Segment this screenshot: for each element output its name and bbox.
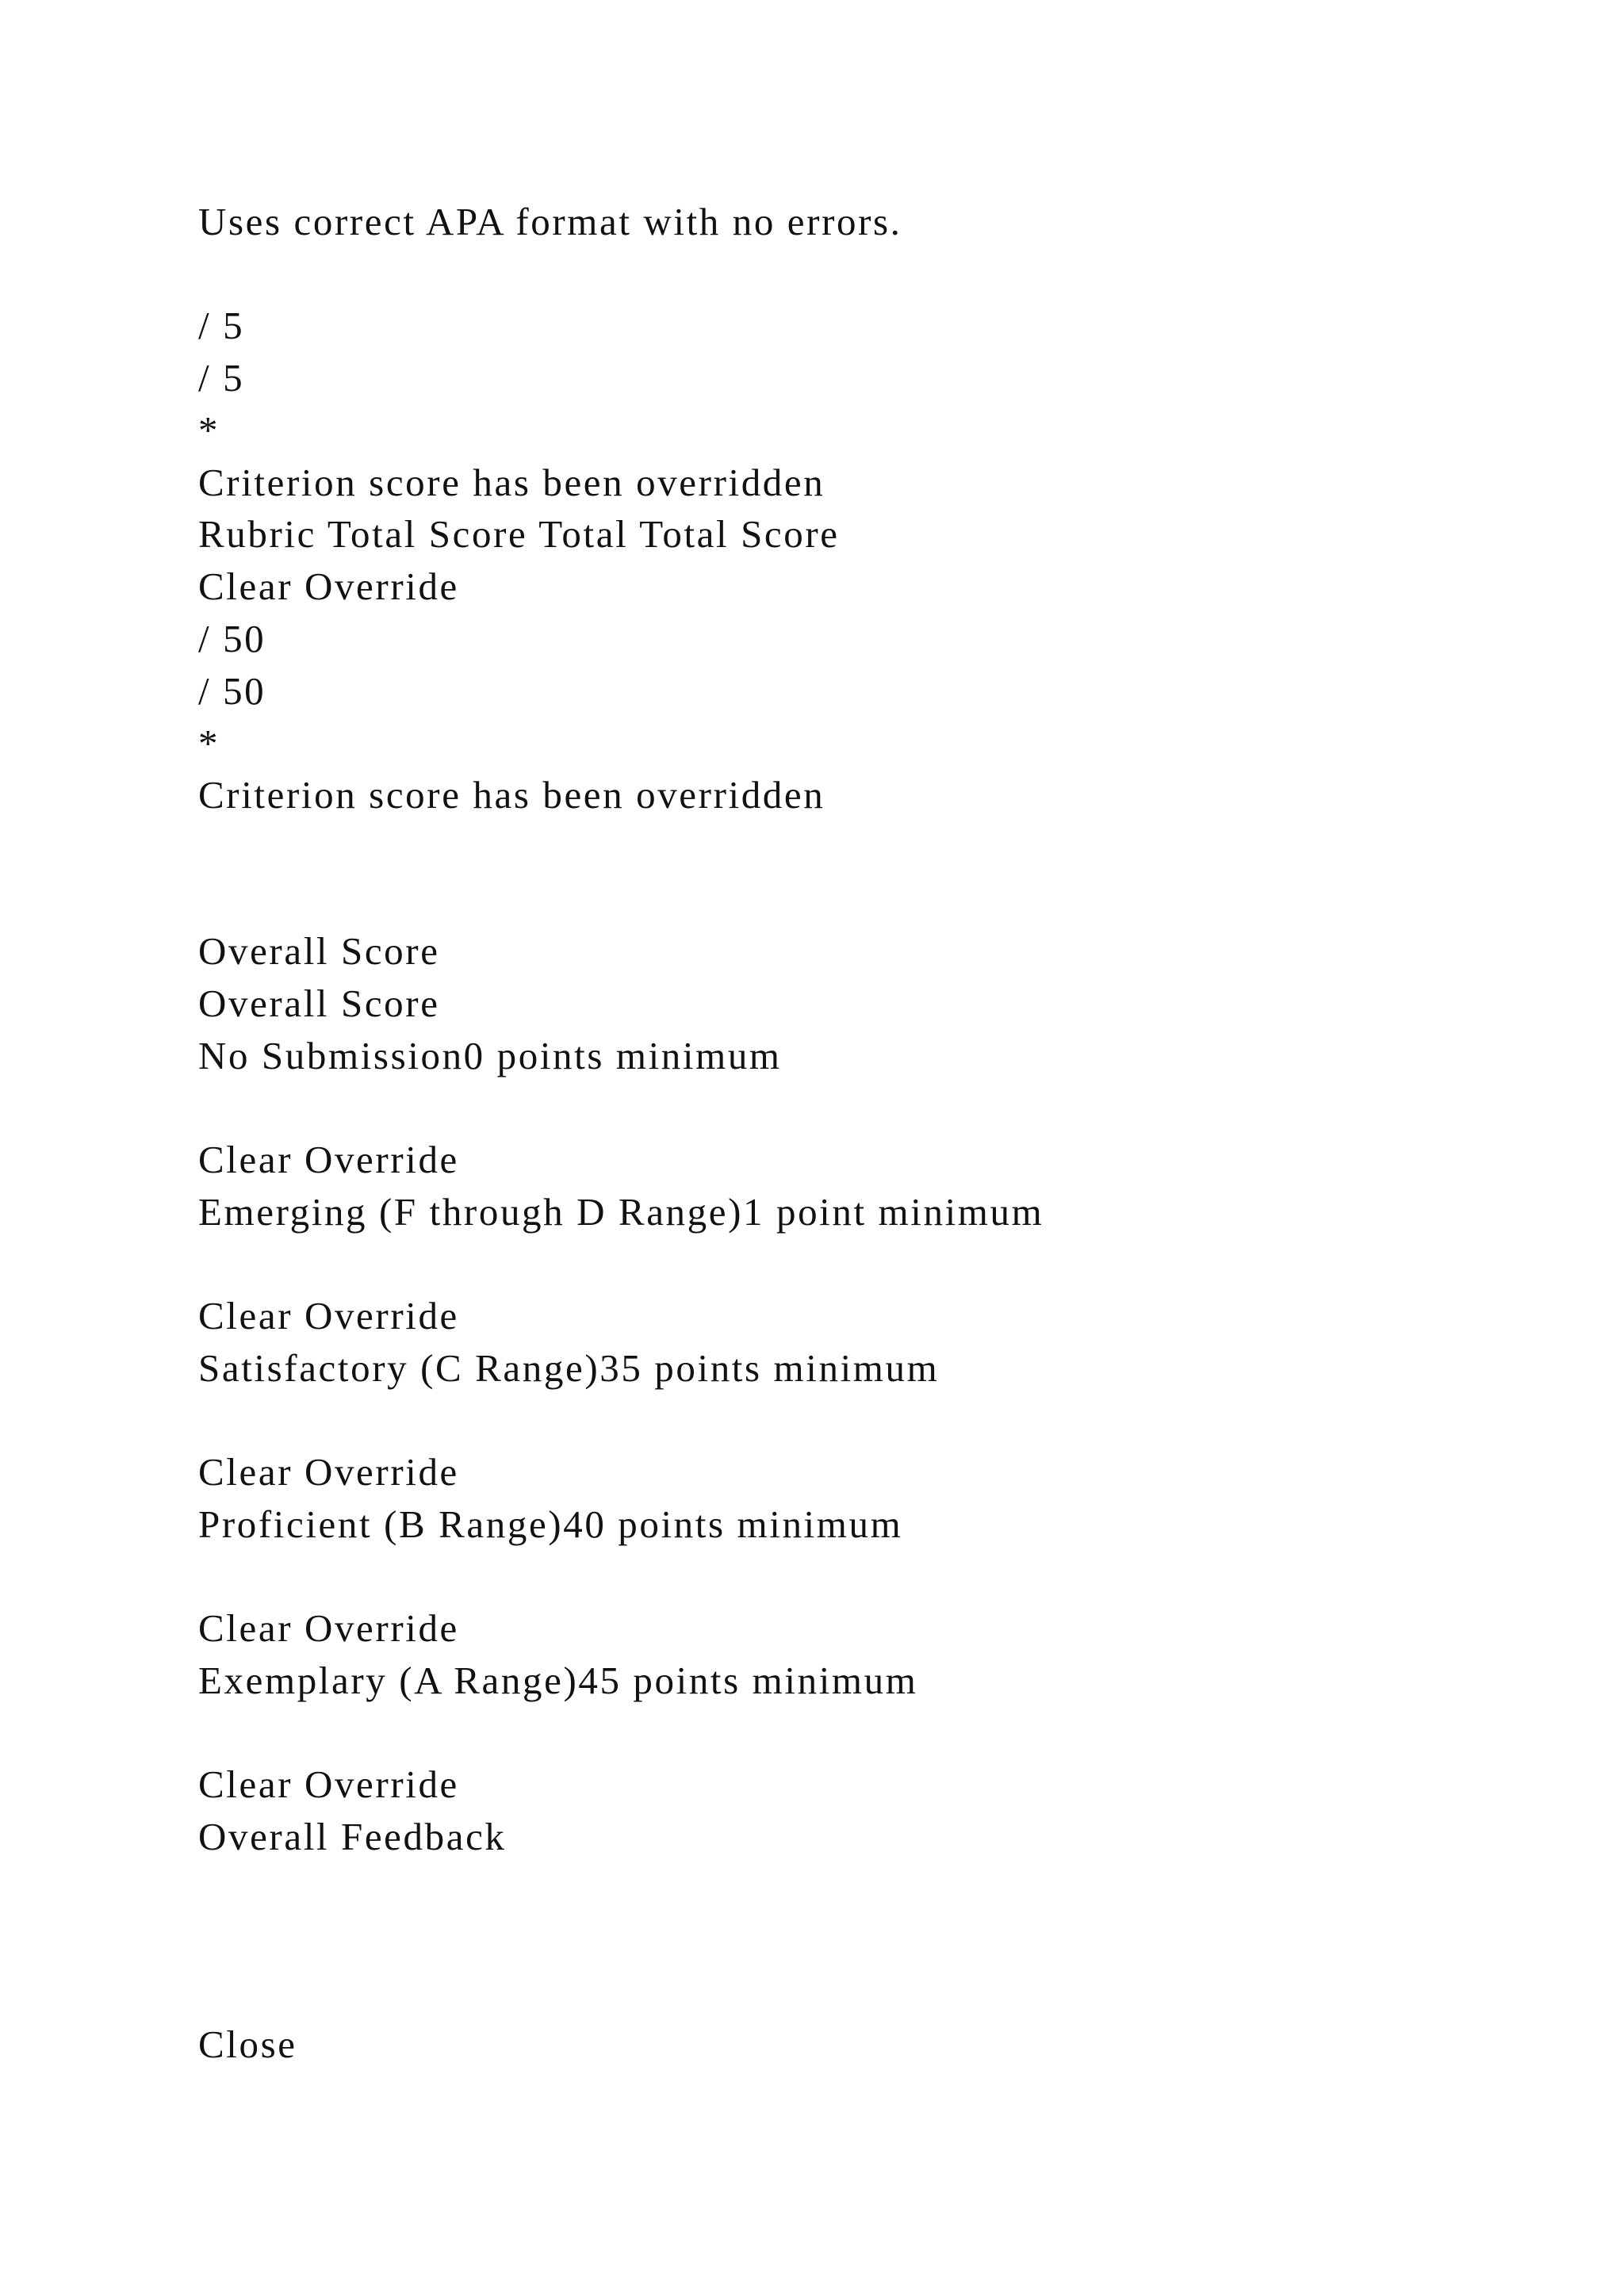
level-satisfactory[interactable]: Satisfactory (C Range)35 points minimum: [198, 1346, 940, 1390]
clear-override-link[interactable]: Clear Override: [198, 1606, 459, 1650]
close-button[interactable]: Close: [198, 2022, 297, 2066]
overall-score-heading: Overall Score: [198, 929, 440, 973]
clear-override-link[interactable]: Clear Override: [198, 1294, 459, 1337]
criterion-score-field[interactable]: / 5: [198, 304, 245, 347]
clear-override-link[interactable]: Clear Override: [198, 1762, 459, 1806]
apa-criterion-description: Uses correct APA format with no errors.: [198, 200, 902, 243]
total-score-field[interactable]: / 50: [198, 617, 266, 660]
criterion-score-max: / 5: [198, 356, 245, 400]
clear-override-link[interactable]: Clear Override: [198, 1450, 459, 1494]
clear-override-link[interactable]: Clear Override: [198, 564, 459, 608]
overall-score-subheading: Overall Score: [198, 982, 440, 1025]
clear-override-link[interactable]: Clear Override: [198, 1138, 459, 1181]
override-note: Criterion score has been overridden: [198, 773, 825, 817]
total-score-max: / 50: [198, 669, 266, 713]
level-emerging[interactable]: Emerging (F through D Range)1 point minimum: [198, 1190, 1044, 1234]
rubric-total-heading: Rubric Total Score Total Total Score: [198, 512, 840, 556]
override-asterisk: *: [198, 408, 220, 452]
override-note: Criterion score has been overridden: [198, 461, 825, 504]
overall-feedback-label: Overall Feedback: [198, 1815, 507, 1858]
override-asterisk: *: [198, 721, 220, 765]
level-proficient[interactable]: Proficient (B Range)40 points minimum: [198, 1502, 903, 1546]
level-no-submission[interactable]: No Submission0 points minimum: [198, 1034, 782, 1077]
level-exemplary[interactable]: Exemplary (A Range)45 points minimum: [198, 1659, 918, 1702]
